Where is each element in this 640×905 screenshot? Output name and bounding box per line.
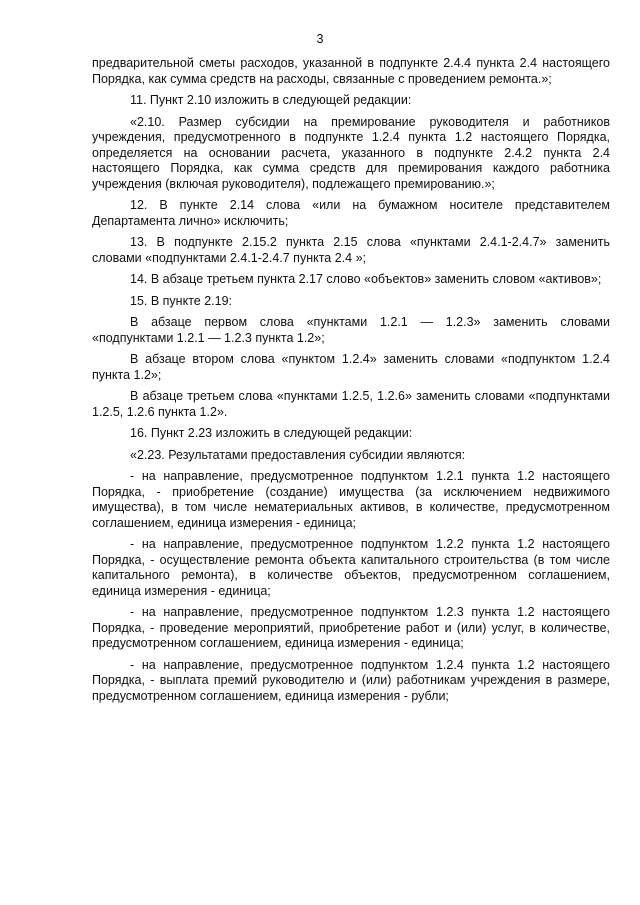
paragraph-item-15-third: В абзаце третьем слова «пунктами 1.2.5, 1.2.6» заменить словами «подпунктами 1.2.5, 1.2.6 пункта 1.2». [92, 389, 610, 419]
paragraph-item-16: 16. Пункт 2.23 изложить в следующей редакции: [130, 426, 413, 440]
paragraph-quote-2-23: «2.23. Результатами предоставления субсидии являются: [130, 447, 466, 462]
paragraph-item-11: 11. Пункт 2.10 изложить в следующей редакции: [130, 93, 412, 107]
paragraph-item-12: 12. В пункте 2.14 слова «или на бумажном носителе представителем Департамента лично» исключить; [92, 198, 610, 228]
paragraph-result-1-2-1: - на направление, предусмотренное подпунктом 1.2.1 пункта 1.2 настоящего Порядка, - приобретение (создание) имущества (за исключением недвижимого имущества), в том числе нематериальных активов, в количестве, предусмотренном соглашением, единица измерения - единица; [92, 469, 610, 530]
paragraph-item-15: 15. В пункте 2.19: [130, 293, 233, 308]
page-number: 3 [316, 32, 324, 46]
paragraph-item-15-second: В абзаце втором слова «пунктом 1.2.4» заменить словами «подпунктом 1.2.4 пункта 1.2»; [92, 352, 610, 382]
paragraph-result-1-2-2: - на направление, предусмотренное подпунктом 1.2.2 пункта 1.2 настоящего Порядка, - осуществление ремонта объекта капитального строительства (в том числе капитального ремонта), в количестве объектов, предусмотренном соглашением, единица измерения - единица; [92, 537, 610, 598]
paragraph-item-14: 14. В абзаце третьем пункта 2.17 слово «объектов» заменить словом «активов»; [130, 272, 602, 286]
paragraph-item-15-first: В абзаце первом слова «пунктами 1.2.1 — 1.2.3» заменить словами «подпунктами 1.2.1 — 1.2.3 пункта 1.2»; [92, 315, 610, 345]
paragraph-result-1-2-3: - на направление, предусмотренное подпунктом 1.2.3 пункта 1.2 настоящего Порядка, - проведение мероприятий, приобретение работ и (или) услуг, в количестве, предусмотренном соглашением, единица измерения - единица; [92, 605, 610, 650]
paragraph-result-1-2-4: - на направление, предусмотренное подпунктом 1.2.4 пункта 1.2 настоящего Порядка, - выплата премий руководителю и (или) работникам учреждения в размере, предусмотренном соглашением, единица измерения - рубли; [92, 657, 610, 703]
paragraph-item-13: 13. В подпункте 2.15.2 пункта 2.15 слова «пунктами 2.4.1-2.4.7» заменить словами «подпунктами 2.4.1-2.4.7 пункта 2.4 »; [92, 235, 610, 265]
document-body [92, 56, 610, 710]
paragraph-quote-2-10: «2.10. Размер субсидии на премирование руководителя и работников учреждения, предусмотренного в подпункте 1.2.4 пункта 1.2 настоящего Порядка, определяется на основании расчета, указанного в подпункте 2.4.2 пункта 2.4 настоящего Порядка, как сумма средств для премирования каждого работника учреждения (включая руководителя), подлежащего премированию.»; [92, 114, 610, 191]
paragraph-continuation: предварительной сметы расходов, указанной в подпункте 2.4.4 пункта 2.4 настоящего Порядка, как сумма средств на расходы, связанные с проведением ремонта.»; [92, 56, 610, 86]
